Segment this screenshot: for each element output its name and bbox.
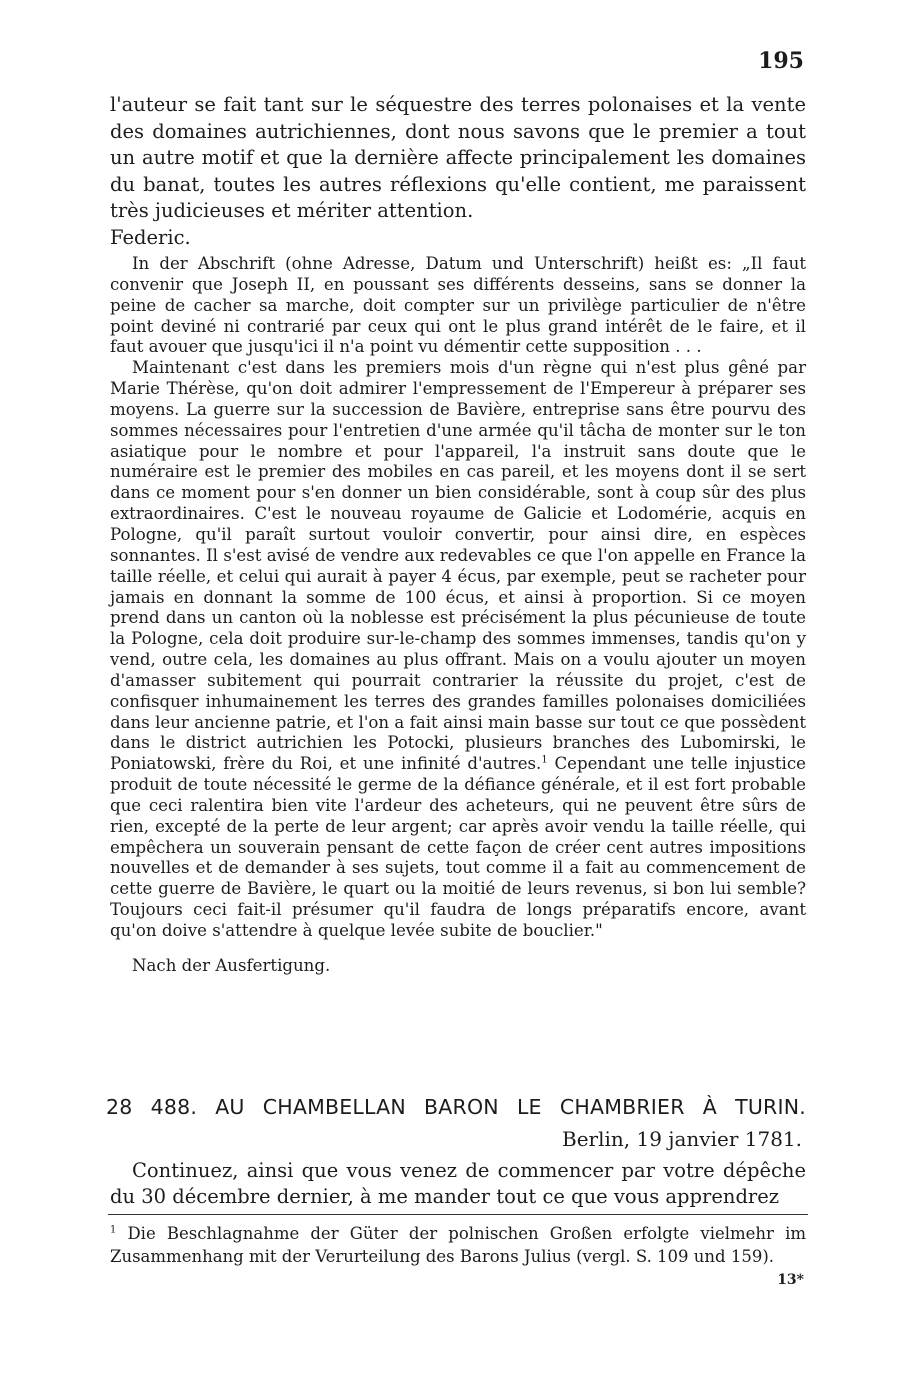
note-paragraph: In der Abschrift (ohne Adresse, Datum und Unterschrift) heißt es: „Il faut convenir que Joseph II, en poussant ses différents desseins, sans se donner la peine de cacher sa marche, doit compter sur un privilège particulier de n'être point deviné ni contrarié par ceux qui ont le plus grand intérêt de le faire, et il faut avouer que jusqu'ici il n'a point vu démentir cette supposition . . . — [110, 254, 806, 357]
page-number: 195 — [758, 48, 804, 74]
letter-heading: 28 488. AU CHAMBELLAN BARON LE CHAMBRIER À TURIN. — [106, 1095, 806, 1119]
letter-body: Continuez, ainsi que vous venez de commencer par votre dépêche du 30 décembre dernier, à me mander tout ce que vous apprendrez — [110, 1159, 806, 1208]
footnote — [110, 1222, 806, 1268]
text-line: un autre motif et que la dernière affecte principalement les domaines — [110, 146, 806, 169]
signature: Federic. — [110, 225, 191, 249]
dateline: Berlin, 19 janvier 1781. — [562, 1127, 802, 1151]
footnote-reference: 1 — [541, 754, 548, 766]
source-note: Nach der Ausfertigung. — [132, 955, 331, 975]
text-line: du banat, toutes les autres réflexions qu'elle contient, me paraissent — [110, 172, 806, 196]
footnote-marker: 1 — [110, 1224, 117, 1236]
editorial-note — [110, 254, 806, 977]
letter-closing-paragraph — [110, 92, 806, 251]
footnote-text: Die Beschlagnahme der Güter der polnischen Großen erfolgte vielmehr im Zusammenhang mit der Verurteilung des Barons Julius (vergl. S. 109 und 159). — [110, 1224, 806, 1266]
signature-mark: 13* — [777, 1272, 804, 1288]
note-text: Cependant une telle injustice produit de toute nécessité le germe de la défiance générale, et il est fort probable que ceci ralentira bien vite l'ardeur des acheteurs, qui ne peuvent être sûrs de rien, excepté de la perte de leur argent; car après avoir vendu la taille réelle, qui empêchera un souverain pensant de cette façon de créer cent autres impositions nouvelles et de demander à ses sujets, tout comme il a fait au commencement de cette guerre de Bavière, le quart ou la moitié de leurs revenus, si bon lui semble? Toujours ceci fait-il présumer qu'il faudra de longs préparatifs encore, avant qu'on doive s'attendre à quelque levée subite de bouclier." — [110, 754, 806, 940]
text-line: l'auteur se fait tant sur le séquestre des terres polonaises et la vente — [110, 93, 806, 116]
footnote-divider — [108, 1214, 808, 1215]
note-text: Maintenant c'est dans les premiers mois d'un règne qui n'est plus gêné par Marie Thérèse, qu'on doit admirer l'empressement de l'Empereur à préparer ses moyens. La guerre sur la succession de Bavière, entreprise sans être pourvu des sommes nécessaires pour l'entretien d'une armée qu'il tâcha de monter sur le ton asiatique pour le nombre et pour l'appareil, l'a instruit sans doute que le numéraire est le premier des mobiles en cas pareil, et les moyens dont il se sert dans ce moment pour s'en donner un bien considérable, sont à coup sûr des plus extraordinaires. C'est le nouveau royaume de Galicie et Lodomérie, acquis en Pologne, qu'il paraît surtout vouloir convertir, pour ainsi dire, en espèces sonnantes. Il s'est avisé de vendre aux redevables ce que l'on appelle en France la taille réelle, et celui qui aurait à payer 4 écus, par exemple, peut se racheter pour jamais en donnant la somme de 100 écus, et ainsi à proportion. Si ce moyen prend dans un canton où la noblesse est précisément la plus pécunieuse de toute la Pologne, cela doit produire sur-le-champ des sommes immenses, tandis qu'on y vend, outre cela, les domaines au plus offrant. Mais on a voulu ajouter un moyen d'amasser subitement qui pourrait contrarier la réussite du projet, c'est de confisquer inhumainement les terres des grandes familles polonaises domiciliées dans leur ancienne patrie, et l'on a fait ainsi main basse sur tout ce que possèdent dans le district autrichien les Potocki, plusieurs branches des Lubomirski, le Poniatowski, frère du Roi, et une infinité d'autres. — [110, 358, 806, 774]
note-paragraph — [110, 358, 806, 942]
text-line: très judicieuses et mériter attention. — [110, 199, 474, 222]
text-line: des domaines autrichiennes, dont nous savons que le premier a tout — [110, 119, 806, 143]
